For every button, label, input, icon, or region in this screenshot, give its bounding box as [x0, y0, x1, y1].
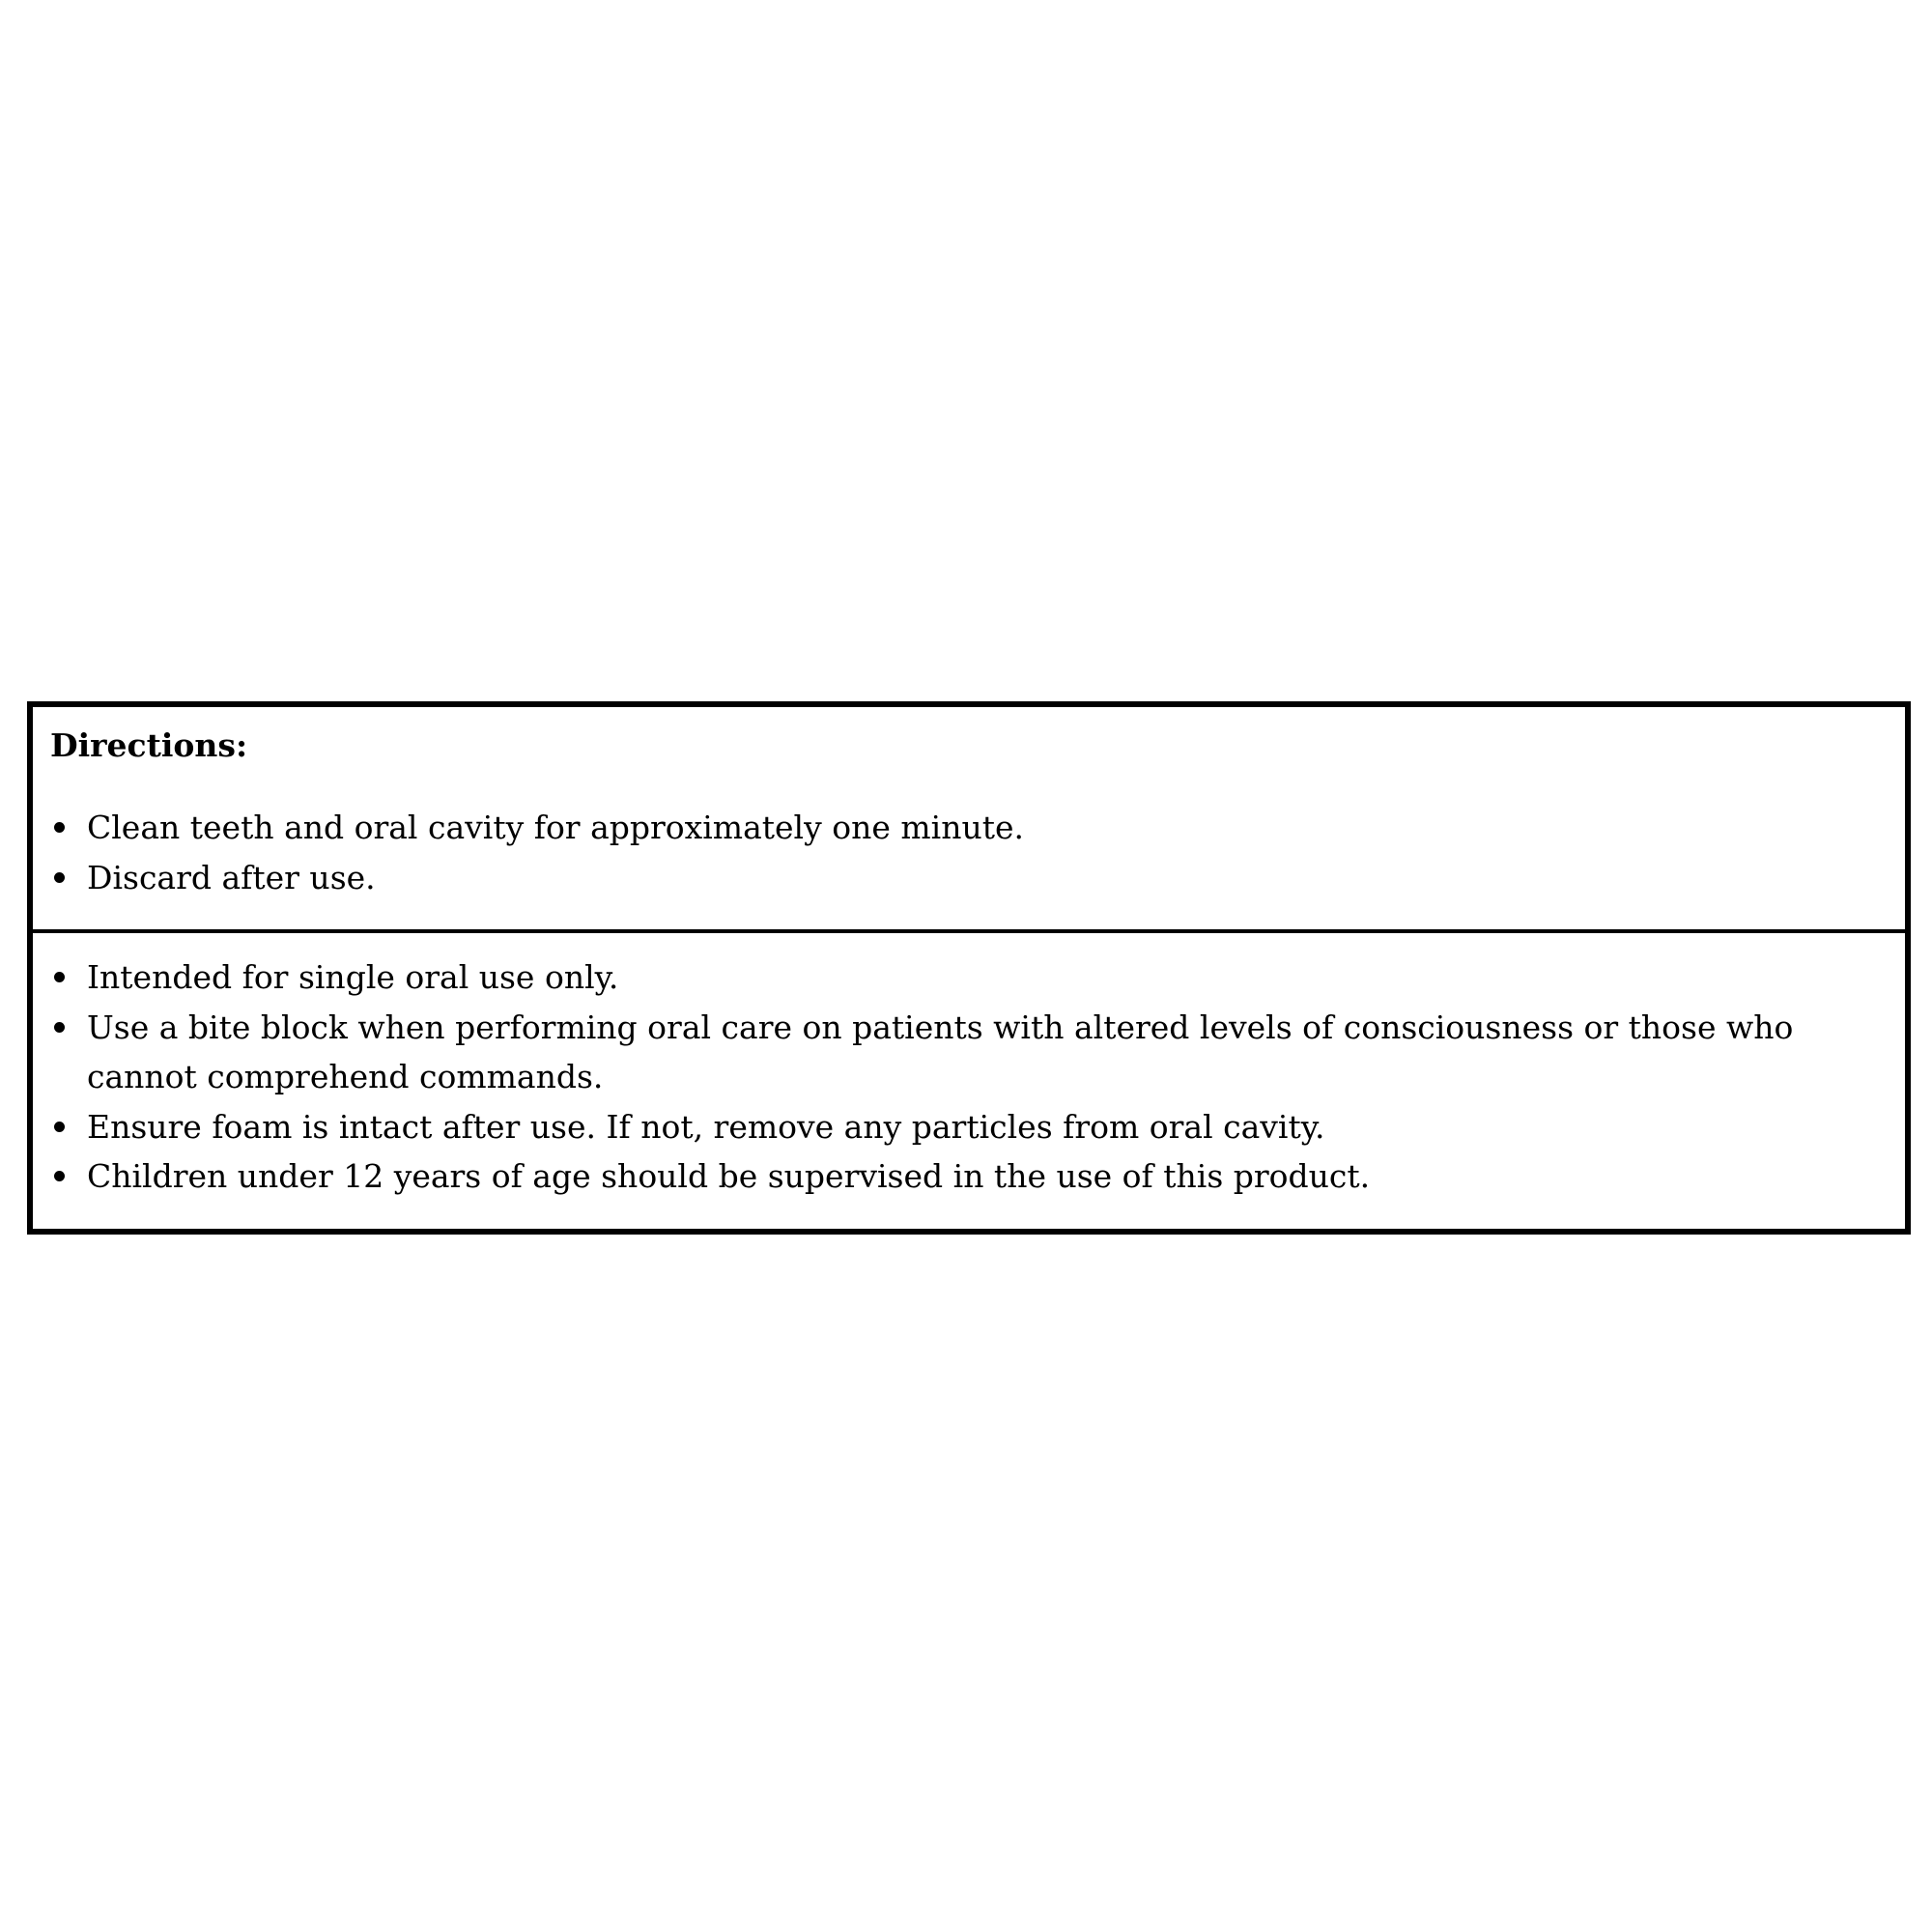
list-item — [33, 1151, 1905, 1202]
list-item — [33, 853, 1905, 903]
list-item-text: Children under 12 years of age should be supervised in the use of this product. — [87, 1157, 1371, 1195]
bullet-icon — [54, 972, 65, 982]
list-item-text: Intended for single oral use only. — [87, 958, 619, 996]
list-item — [33, 1102, 1905, 1152]
list-item — [33, 952, 1905, 1003]
bullet-icon — [54, 872, 65, 883]
directions-label-box — [27, 701, 1911, 1235]
list-item-text: Ensure foam is intact after use. If not, remove any particles from oral cavity. — [87, 1107, 1325, 1146]
bullet-icon — [54, 1022, 65, 1033]
list-item — [33, 1003, 1905, 1102]
bullet-icon — [54, 822, 65, 833]
directions-list — [33, 803, 1905, 902]
list-item-text: Clean teeth and oral cavity for approximately one minute. — [87, 809, 1025, 846]
list-item-text: Use a bite block when performing oral care on patients with altered levels of consciousness or those who cannot comprehend commands. — [87, 1008, 1794, 1095]
bullet-icon — [54, 1171, 65, 1181]
bullet-icon — [54, 1122, 65, 1132]
warnings-section — [33, 933, 1905, 1229]
list-item — [33, 803, 1905, 853]
warnings-list — [33, 952, 1905, 1202]
list-item-text: Discard after use. — [87, 858, 376, 896]
directions-heading: Directions: — [50, 726, 248, 764]
directions-section — [33, 707, 1905, 933]
